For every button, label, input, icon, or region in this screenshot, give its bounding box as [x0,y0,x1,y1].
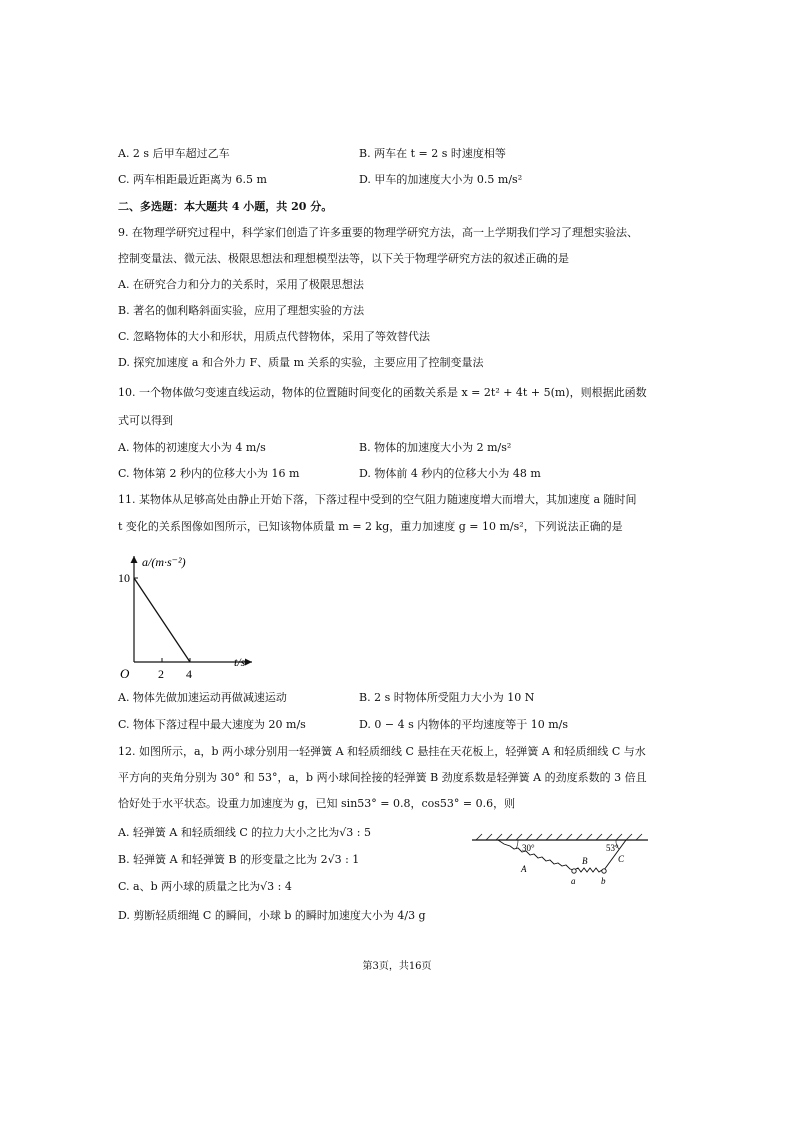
page-footer: 第3页，共16页 [362,961,432,972]
angle-label-30: 30° [522,843,535,853]
q9-stem-line2: 控制变量法、微元法、极限思想法和理想模型法等，以下关于物理学研究方法的叙述正确的是 [118,252,569,265]
q12-option-a: A. 轻弹簧 A 和轻质细线 C 的拉力大小之比为√3 : 5 [118,826,371,839]
spring-diagram [466,832,666,894]
q9-option-d: D. 探究加速度 a 和合外力 F、质量 m 关系的实验，主要应用了控制变量法 [118,356,484,369]
q10-stem-line2: 式可以得到 [118,414,173,427]
q10-option-c: C. 物体第 2 秒内的位移大小为 16 m [118,467,300,480]
section-heading: 二、多选题：本大题共 4 小题，共 20 分。 [118,200,333,213]
q12-option-c: C. a、b 两小球的质量之比为√3 : 4 [118,880,292,893]
q11-option-a: A. 物体先做加速运动再做减速运动 [118,691,287,704]
q10-option-d: D. 物体前 4 秒内的位移大小为 48 m [359,467,541,480]
q11-option-c: C. 物体下落过程中最大速度为 20 m/s [118,718,306,731]
graph-line [134,578,190,662]
q9-stem-line1: 9. 在物理学研究过程中，科学家们创造了许多重要的物理学研究方法，高一上学期我们学习了理想实验法、 [118,226,638,239]
q8-option-d: D. 甲车的加速度大小为 0.5 m/s² [359,173,523,186]
q12-stem-line1: 12. 如图所示，a，b 两小球分别用一轻弹簧 A 和轻质细线 C 悬挂在天花板上，轻弹簧 A 和轻质细线 C 与水 [118,745,646,758]
q9-option-c: C. 忽略物体的大小和形状，用质点代替物体，采用了等效替代法 [118,330,431,343]
label-spring-b: B [582,856,588,866]
angle-label-53: 53° [606,843,619,853]
q12-option-d: D. 剪断轻质细绳 C 的瞬间，小球 b 的瞬时加速度大小为 4/3 g [118,909,426,922]
q8-option-b: B. 两车在 t = 2 s 时速度相等 [359,147,506,160]
x-tick-label-4: 4 [186,667,192,681]
q11-option-d: D. 0 − 4 s 内物体的平均速度等于 10 m/s [359,718,569,731]
q12-option-b: B. 轻弹簧 A 和轻弹簧 B 的形变量之比为 2√3 : 1 [118,853,360,866]
spring-b [574,868,602,872]
origin-label: O [120,666,130,681]
acceleration-time-graph [112,546,282,686]
q12-stem-line2: 平方向的夹角分别为 30° 和 53°，a，b 两小球间拴接的轻弹簧 B 劲度系数是轻弹簧 A 的劲度系数的 3 倍且 [118,771,647,784]
label-ball-b: b [601,876,606,886]
label-string-c: C [618,854,625,864]
y-tick-label: 10 [118,571,130,585]
spring-a [498,840,574,870]
q11-stem-line1: 11. 某物体从足够高处由静止开始下落，下落过程中受到的空气阻力随速度增大而增大，其加速度 a 随时间 [118,493,637,506]
q11-option-b: B. 2 s 时物体所受阻力大小为 10 N [359,691,535,704]
q11-stem-line2: t 变化的关系图像如图所示，已知该物体质量 m = 2 kg，重力加速度 g = 10 m/s²，下列说法正确的是 [118,520,623,533]
y-axis-label: a/(m·s⁻²) [142,555,186,569]
q10-option-b: B. 物体的加速度大小为 2 m/s² [359,441,512,454]
label-ball-a: a [571,876,576,886]
ball-a [572,869,576,873]
label-spring-a: A [521,864,527,874]
q10-option-a: A. 物体的初速度大小为 4 m/s [118,441,266,454]
q8-option-a: A. 2 s 后甲车超过乙车 [118,147,230,160]
x-tick-label-2: 2 [158,667,164,681]
q8-option-c: C. 两车相距最近距离为 6.5 m [118,173,267,186]
ceiling-hatch [476,834,642,840]
q10-stem-line1: 10. 一个物体做匀变速直线运动，物体的位置随时间变化的函数关系是 x = 2t² + 4t + 5(m)，则根据此函数 [118,386,647,399]
x-axis-label: t/s [234,655,246,669]
ball-b [602,869,606,873]
q9-option-a: A. 在研究合力和分力的关系时，采用了极限思想法 [118,278,364,291]
q12-stem-line3: 恰好处于水平状态。设重力加速度为 g，已知 sin53° = 0.8，cos53° = 0.6，则 [118,797,516,810]
q9-option-b: B. 著名的伽利略斜面实验，应用了理想实验的方法 [118,304,365,317]
